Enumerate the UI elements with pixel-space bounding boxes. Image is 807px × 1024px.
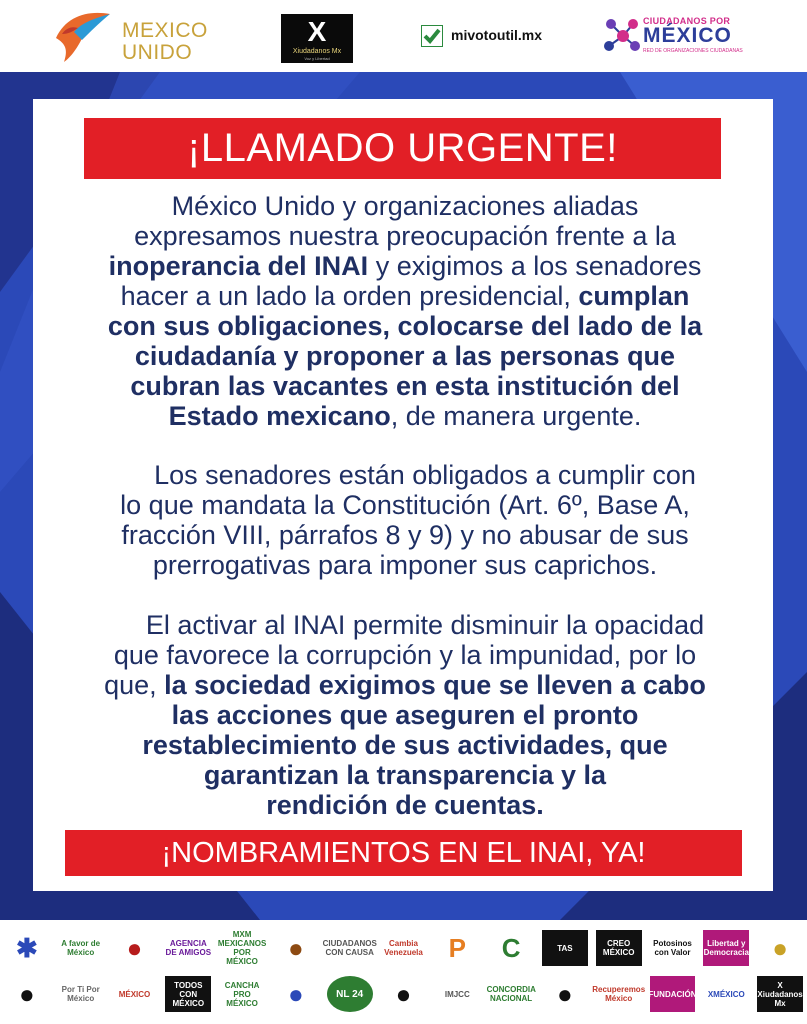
bold-text: la sociedad exigimos que se lleven a cabo: [164, 670, 706, 700]
bold-text: rendición de cuentas.: [266, 790, 544, 820]
urgent-call-banner: ¡LLAMADO URGENTE!: [84, 118, 721, 179]
bold-text: restablecimiento de sus actividades, que: [142, 730, 668, 760]
partner-logo: CREO MÉXICO: [596, 930, 642, 966]
paragraph-1: [70, 191, 740, 431]
partner-logo: ●: [126, 932, 143, 963]
bold-text: las acciones que aseguren el pronto: [171, 700, 639, 730]
text: fracción VIII, párrafos 8 y 9) y no abusar de sus: [121, 520, 689, 550]
partner-logo: MXM MEXICANOS POR MÉXICO: [217, 930, 267, 966]
xiudadanos-tagline: Voz y Libertad: [304, 56, 330, 61]
partner-logo: MÉXICO: [118, 989, 151, 999]
mexico-unido-line-2: UNIDO: [122, 41, 193, 64]
bold-text: cubran las vacantes en esta institución del: [130, 371, 680, 401]
paragraph3-line: [70, 760, 740, 790]
paragraph-3: [70, 610, 740, 820]
hummingbird-icon: [52, 8, 114, 64]
text: El activar al INAI permite disminuir la opacidad: [145, 610, 705, 640]
paragraph1-line: [70, 311, 740, 341]
paragraph1-line: [70, 341, 740, 371]
cpm-main-text: MÉXICO: [643, 24, 732, 47]
paragraph2-line: [70, 550, 740, 580]
cpm-top-text: CIUDADANOS POR: [643, 16, 731, 26]
partner-logo: ●: [772, 932, 788, 963]
footer-logos: [0, 920, 807, 1024]
paragraph3-line: [70, 700, 740, 730]
partner-logo: Por Ti Por México: [61, 985, 100, 1003]
text: que,: [104, 670, 165, 700]
text: hacer a un lado la orden presidencial,: [120, 281, 579, 311]
network-icon: [603, 16, 641, 56]
paragraph2-line: [70, 460, 740, 490]
partner-logo: TAS: [542, 930, 588, 966]
bold-text: ciudadanía y proponer a las personas que: [134, 341, 676, 371]
paragraph1-line: [70, 251, 740, 281]
paragraph3-line: [70, 790, 740, 820]
partner-logo: ●: [557, 978, 573, 1009]
bold-text: garantizan la transparencia y la: [203, 760, 607, 790]
partner-logo: A favor de México: [61, 939, 101, 957]
text: que favorece la corrupción y la impunidad, por lo: [113, 640, 697, 670]
text: prerrogativas para imponer sus caprichos.: [152, 550, 658, 580]
partner-logo: ●: [395, 978, 412, 1009]
partner-logo: CANCHA PRO MÉXICO: [224, 980, 260, 1008]
paragraph1-line: [70, 371, 740, 401]
text: lo que mandata la Constitución (Art. 6º, Base A,: [120, 490, 690, 520]
partner-logo: Potosinos con Valor: [653, 939, 692, 957]
partner-logo: CIUDADANOS CON CAUSA: [322, 939, 377, 957]
bold-text: Estado mexicano: [168, 401, 391, 431]
bold-text: inoperancia del INAI: [108, 251, 369, 281]
partner-logo: CONCORDIA NACIONAL: [486, 985, 536, 1003]
xiudadanos-name: Xiudadanos Mx: [292, 48, 342, 55]
partner-logo: ●: [19, 978, 35, 1009]
partner-logo: NL 24: [327, 976, 373, 1012]
text: y exigimos a los senadores: [368, 251, 702, 281]
mexico-unido-text: [122, 20, 208, 64]
paragraph3-line: [70, 730, 740, 760]
partner-logo: AGENCIA DE AMIGOS: [165, 939, 212, 957]
paragraph2-line: [70, 520, 740, 550]
xiudadanos-logo: [281, 14, 353, 63]
mexico-unido-line-1: MEXICO: [122, 19, 208, 42]
partner-logo: FUNDACIÓN: [650, 976, 696, 1012]
partner-logo: C: [501, 932, 521, 963]
checkbox-icon: [421, 25, 443, 47]
cpm-sub-text: RED DE ORGANIZACIONES CIUDADANAS: [643, 48, 743, 54]
partner-logo: ●: [288, 978, 304, 1009]
xiudadanos-mark: X: [307, 16, 327, 47]
paragraph1-line: [70, 221, 740, 251]
partner-logo: X Xiudadanos Mx: [757, 976, 803, 1012]
mexico-unido-logo: [52, 6, 222, 64]
paragraph-2: [70, 460, 740, 580]
header: [0, 0, 807, 72]
partner-logo: Libertad y Democracia: [703, 930, 749, 966]
paragraph3-line: [70, 640, 740, 670]
appointments-banner: ¡NOMBRAMIENTOS EN EL INAI, YA!: [65, 830, 742, 876]
text: , de manera urgente.: [390, 401, 642, 431]
ciudadanos-por-mexico-logo: [603, 14, 753, 58]
partner-logo: Recuperemos México: [592, 985, 646, 1003]
partner-logo: XMÉXICO: [707, 989, 745, 999]
paragraph1-line: [70, 401, 740, 431]
partner-logo: Cambia Venezuela: [384, 939, 423, 957]
paragraph1-line: [70, 281, 740, 311]
partner-logo: P: [448, 932, 466, 963]
partner-logo: ✱: [16, 932, 38, 963]
paragraph2-line: [70, 490, 740, 520]
paragraph3-line: [70, 670, 740, 700]
paragraph3-line: [70, 610, 740, 640]
partner-logo: IMJCC: [444, 989, 470, 999]
bold-text: cumplan: [578, 281, 690, 311]
site-url: mivotoutil.mx: [451, 27, 543, 43]
text: Los senadores están obligados a cumplir con: [154, 460, 696, 490]
paragraph1-line: [70, 191, 740, 221]
partner-logo: TODOS CON MÉXICO: [165, 976, 211, 1012]
partner-logo: ●: [288, 932, 304, 963]
text: expresamos nuestra preocupación frente a la: [134, 221, 676, 251]
text: México Unido y organizaciones aliadas: [171, 191, 639, 221]
bold-text: con sus obligaciones, colocarse del lado de la: [107, 311, 703, 341]
